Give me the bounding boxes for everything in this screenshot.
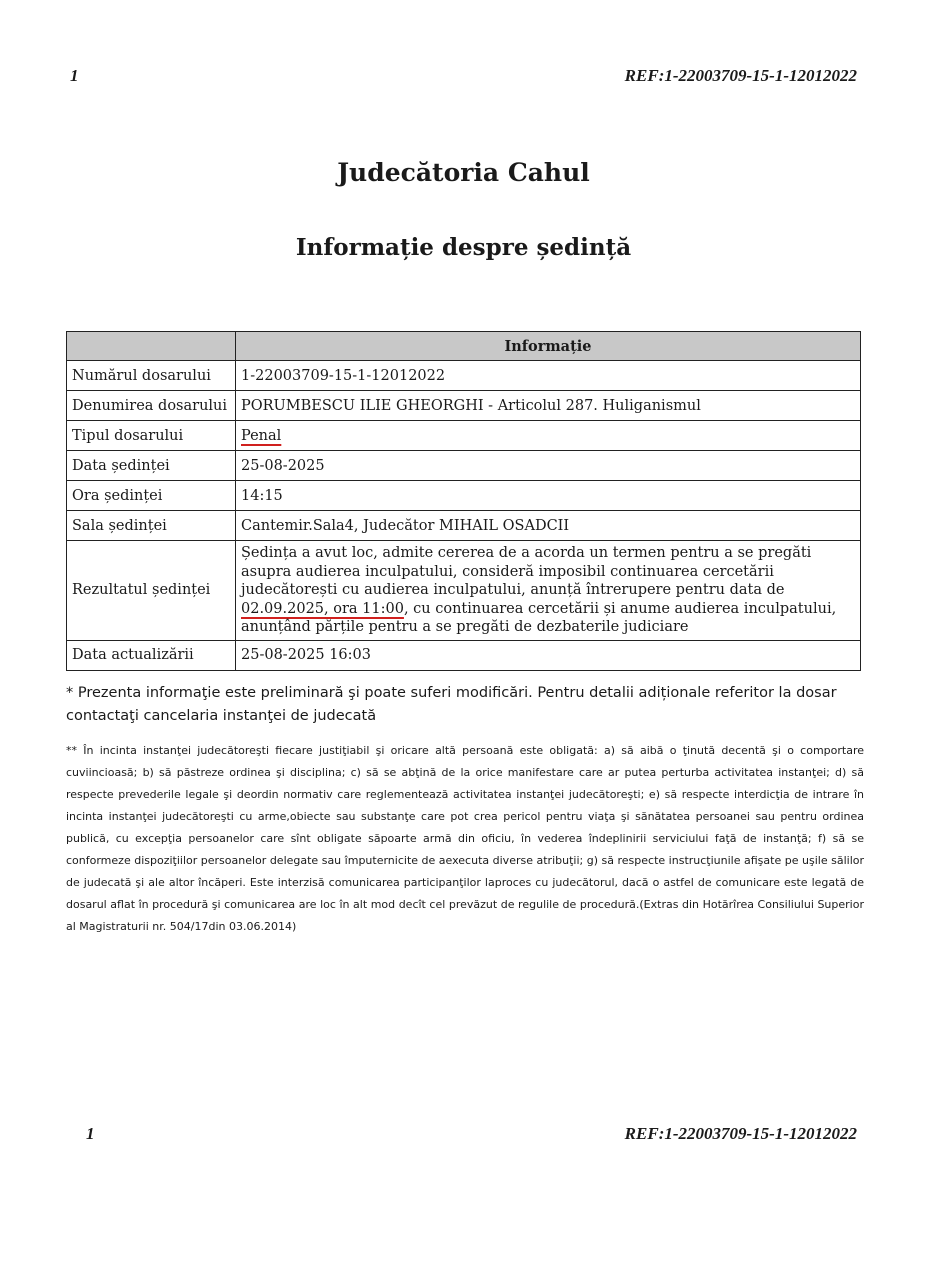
court-rules-note: ** În incinta instanţei judecătoreşti fiecare justiţiabil şi oricare altă persoană este obligată: a) să aibă o ţinută decentă şi o comportare cuviincioasă; b) să păstreze ordinea şi disciplina; c) să se abţină de la orice manifestare care ar putea perturba activitatea instanţei; d) să respecte prevederile legale şi deordin normativ care reglementează activitatea instanţei judecătoreşti; e) să respecte interdicţia de intrare în incinta instanţei judecătoreşti cu arme,obiecte sau substanţe care pot crea pericol pentru viaţa şi sănătatea persoanei sau pentru ordinea publică, cu excepţia persoanelor care sînt obligate săpoarte armă din oficiu, în vederea îndeplinirii serviciului faţă de instanţă; f) să se conformeze dispoziţiilor persoanelor delegate sau împuternicite de aexecuta diverse atribuţii; g) să respecte instrucţiunile afişate pe uşile sălilor de judecată şi ale altor încăperi. Este interzisă comunicarea participanţilor laproces cu judecătorul, dacă o astfel de comunicare este legată de dosarul aflat în procedură şi comunicarea are loc în alt mod decît cel prevăzut de regulile de procedură.(Extras din Hotărîrea Consiliului Superior al Magistraturii nr. 504/17din 03.06.2014) (66, 744, 864, 933)
table-row (67, 361, 861, 391)
row-label-case-name: Denumirea dosarului (67, 391, 236, 421)
row-label-session-room: Sala ședinței (67, 511, 236, 541)
row-value-session-date: 25-08-2025 (236, 451, 861, 481)
table-row (67, 451, 861, 481)
row-value-case-number: 1-22003709-15-1-12012022 (236, 361, 861, 391)
result-text-before: Ședința a avut loc, admite cererea de a acorda un termen pentru a se pregăti asupra audierea inculpatului, consideră imposibil continuarea cercetării judecătorești cu audierea inculpatului, anunță întrerupere pentru data de (241, 545, 812, 599)
table-row (67, 481, 861, 511)
row-value-session-room: Cantemir.Sala4, Judecător MIHAIL OSADCII (236, 511, 861, 541)
table-row (67, 640, 861, 670)
preliminary-note: * Prezenta informaţie este preliminară şi poate suferi modificări. Pentru detalii adiționale referitor la dosar contactaţi cancelaria instanţei de judecată (66, 685, 837, 724)
row-value-session-result (236, 541, 861, 641)
header-page-number: 1 (70, 66, 79, 85)
row-value-updated: 25-08-2025 16:03 (236, 640, 861, 670)
table-row (67, 391, 861, 421)
result-next-date-underlined: 02.09.2025, ora 11:00 (241, 600, 404, 617)
row-label-session-result: Rezultatul ședinței (67, 541, 236, 641)
footer-reference: REF:1-22003709-15-1-12012022 (624, 1124, 857, 1143)
row-label-case-type: Tipul dosarului (67, 421, 236, 451)
row-label-updated: Data actualizării (67, 640, 236, 670)
session-info-table (66, 331, 861, 671)
table-row (67, 511, 861, 541)
case-type-underlined: Penal (241, 427, 282, 444)
row-value-case-type (236, 421, 861, 451)
header-reference: REF:1-22003709-15-1-12012022 (624, 66, 857, 85)
page-header (70, 66, 857, 86)
document-title: Informație despre ședință (295, 234, 632, 261)
page-footer (86, 1124, 857, 1144)
table-column-header: Informație (236, 332, 861, 361)
table-header-row (67, 332, 861, 361)
result-text-after: , cu continuarea cercetării și anume audierea inculpatului, anunțând părțile pentru a se pregăti de dezbaterile judiciare (241, 600, 837, 636)
table-row (67, 541, 861, 641)
court-name: Judecătoria Cahul (337, 158, 590, 187)
row-label-case-number: Numărul dosarului (67, 361, 236, 391)
row-label-session-date: Data ședinței (67, 451, 236, 481)
row-value-case-name: PORUMBESCU ILIE GHEORGHI - Articolul 287. Huliganismul (236, 391, 861, 421)
footer-page-number: 1 (86, 1124, 95, 1143)
row-label-session-time: Ora ședinței (67, 481, 236, 511)
row-value-session-time: 14:15 (236, 481, 861, 511)
table-header-blank (67, 332, 236, 361)
table-row (67, 421, 861, 451)
